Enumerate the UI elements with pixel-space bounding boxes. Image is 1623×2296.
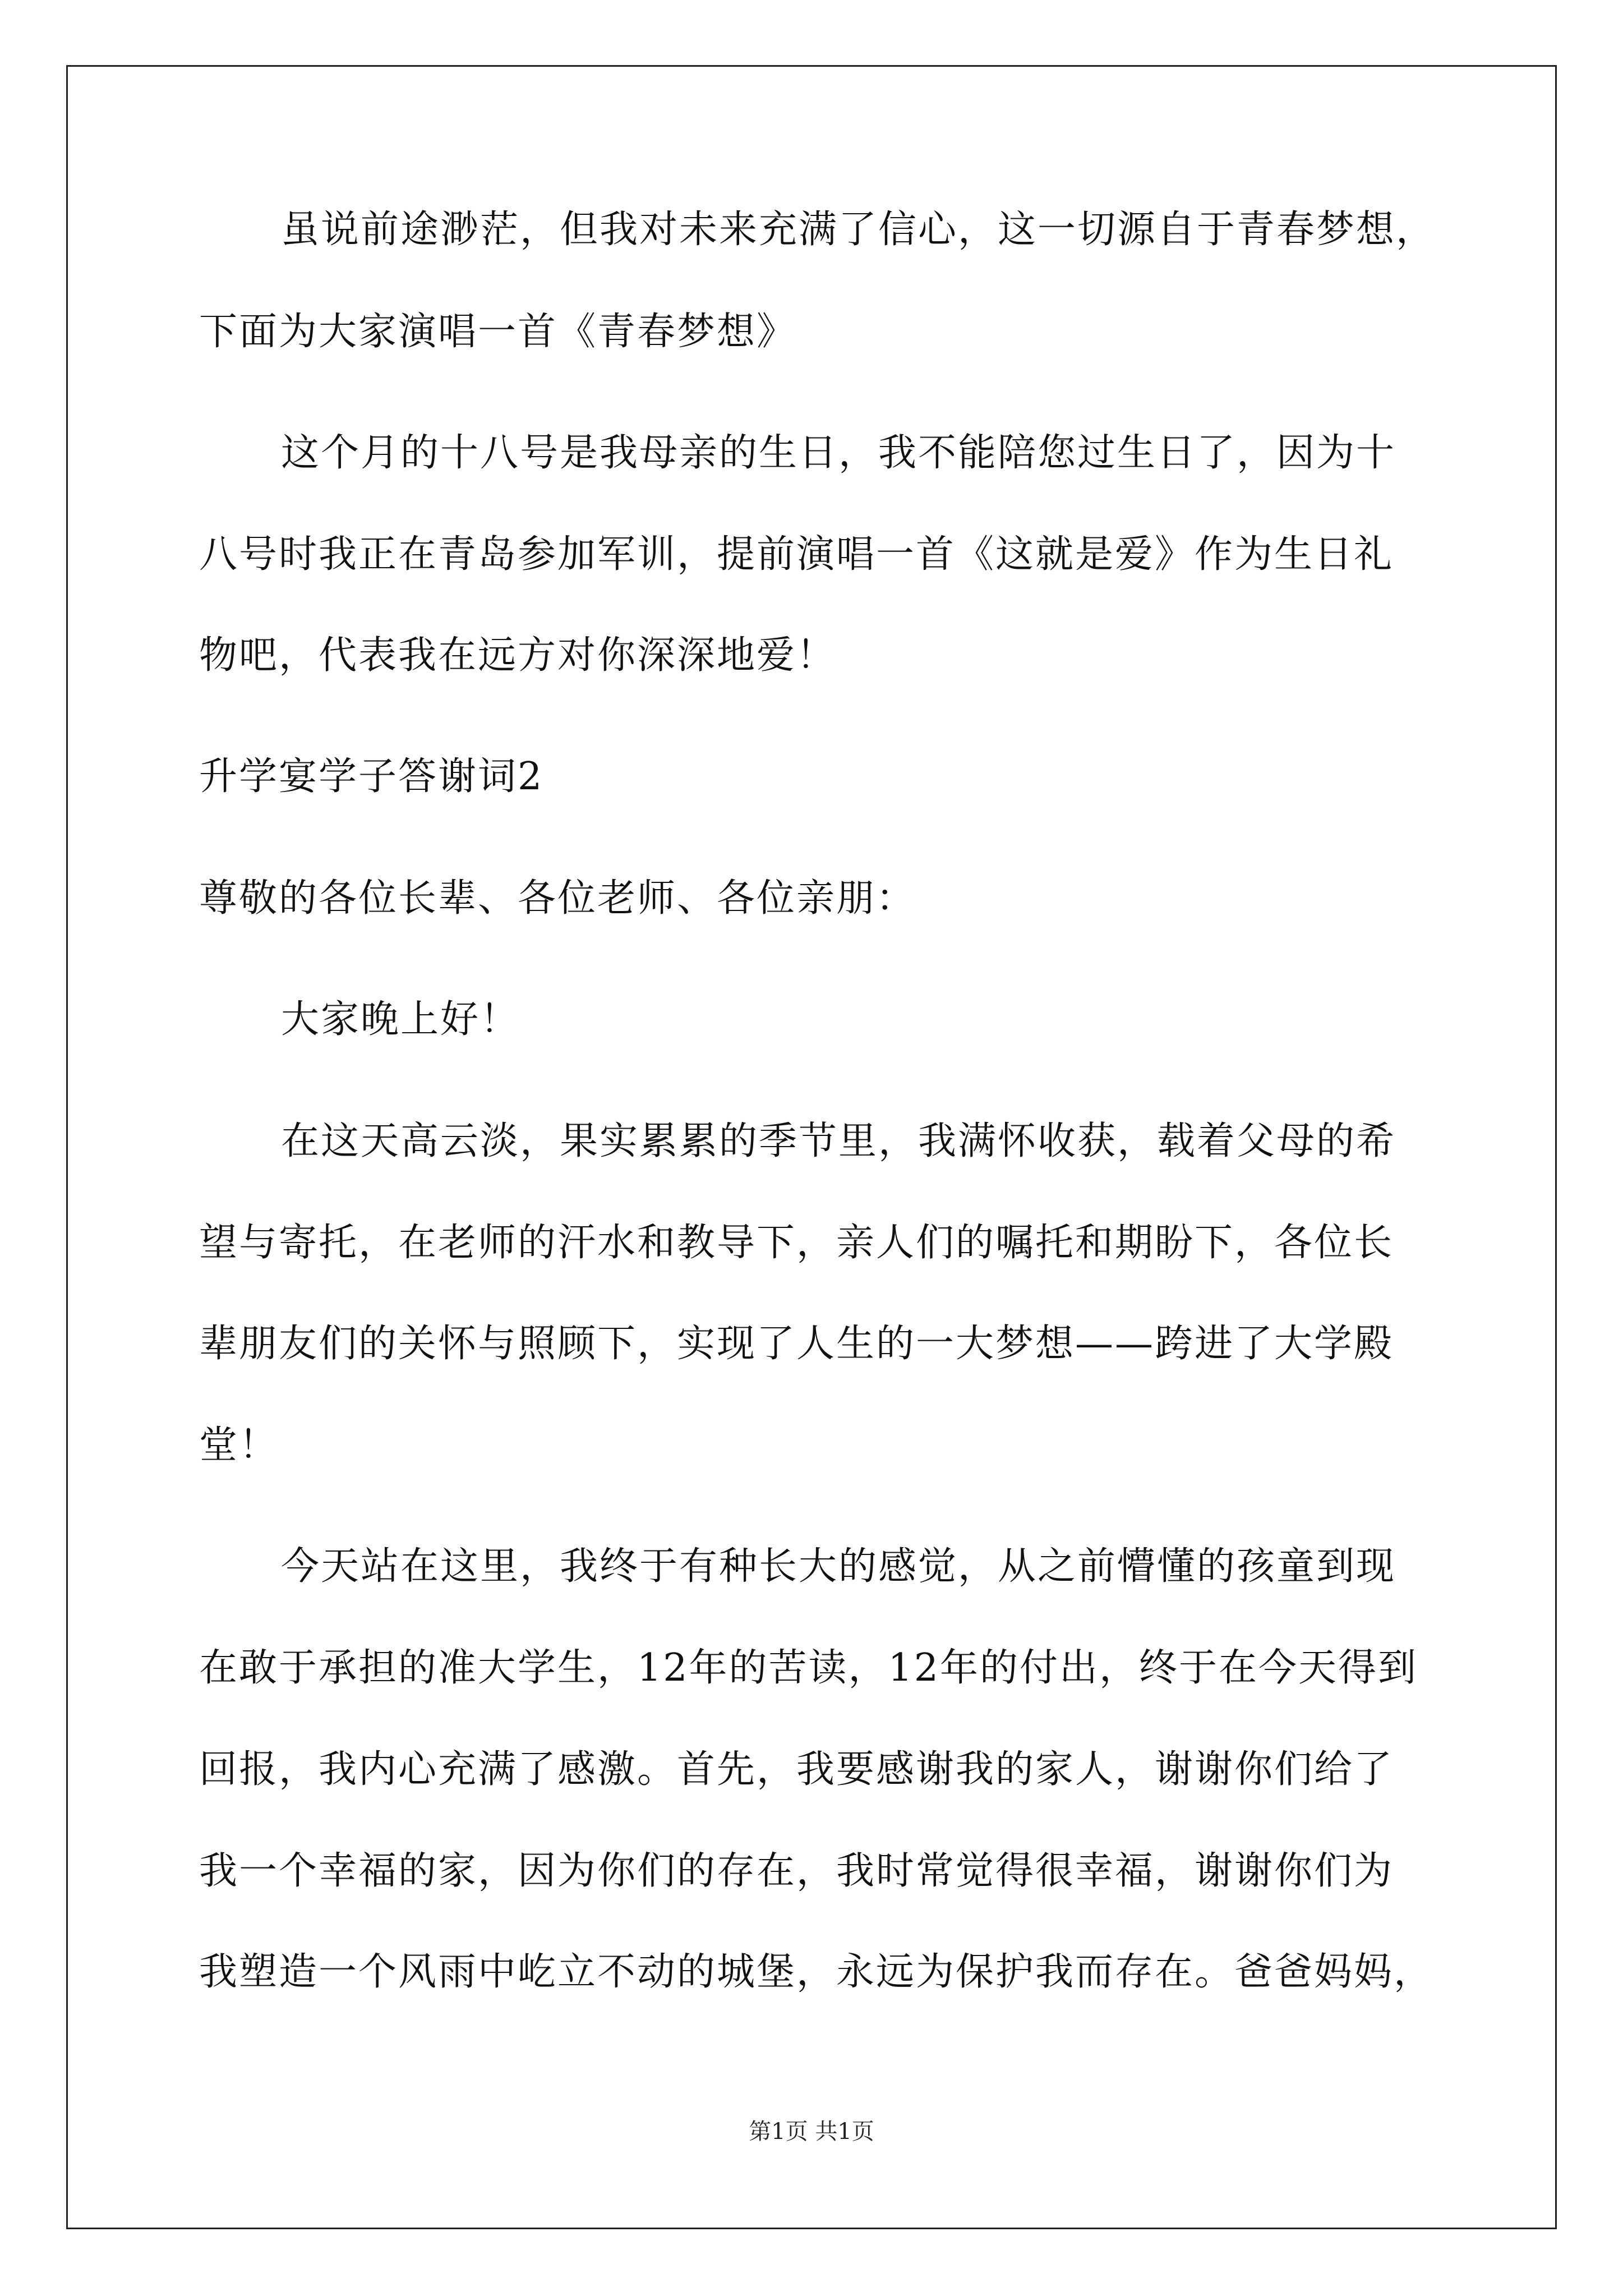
page-footer: 第1页 共1页	[749, 2119, 874, 2145]
paragraph-line: 堂！	[199, 1423, 279, 1467]
paragraph-line: 物吧，代表我在远方对你深深地爱！	[199, 633, 837, 678]
paragraph-line: 这个月的十八号是我母亲的生日，我不能陪您过生日了，因为十	[281, 431, 1396, 475]
paragraph-line: 我一个幸福的家，因为你们的存在，我时常觉得很幸福，谢谢你们为	[199, 1849, 1394, 1893]
section-heading: 升学宴学子答谢词2	[199, 754, 544, 799]
paragraph-line: 虽说前途渺茫，但我对未来充满了信心，这一切源自于青春梦想，	[281, 208, 1436, 252]
salutation: 尊敬的各位长辈、各位老师、各位亲朋：	[199, 876, 916, 921]
greeting: 大家晚上好！	[281, 997, 520, 1042]
paragraph-line: 辈朋友们的关怀与照顾下，实现了人生的一大梦想——跨进了大学殿	[199, 1322, 1394, 1366]
paragraph-line: 今天站在这里，我终于有种长大的感觉，从之前懵懂的孩童到现	[281, 1544, 1396, 1589]
paragraph-line: 望与寄托，在老师的汗水和教导下，亲人们的嘱托和期盼下，各位长	[199, 1221, 1394, 1265]
paragraph-line: 我塑造一个风雨中屹立不动的城堡，永远为保护我而存在。爸爸妈妈，	[199, 1950, 1434, 1994]
paragraph-line: 回报，我内心充满了感激。首先，我要感谢我的家人，谢谢你们给了	[199, 1747, 1394, 1792]
paragraph-line: 在敢于承担的准大学生，12年的苦读，12年的付出，终于在今天得到	[199, 1646, 1418, 1690]
paragraph-line: 在这天高云淡，果实累累的季节里，我满怀收获，载着父母的希	[281, 1119, 1396, 1163]
paragraph-line: 下面为大家演唱一首《青春梦想》	[199, 310, 797, 354]
paragraph-line: 八号时我正在青岛参加军训，提前演唱一首《这就是爱》作为生日礼	[199, 532, 1394, 577]
